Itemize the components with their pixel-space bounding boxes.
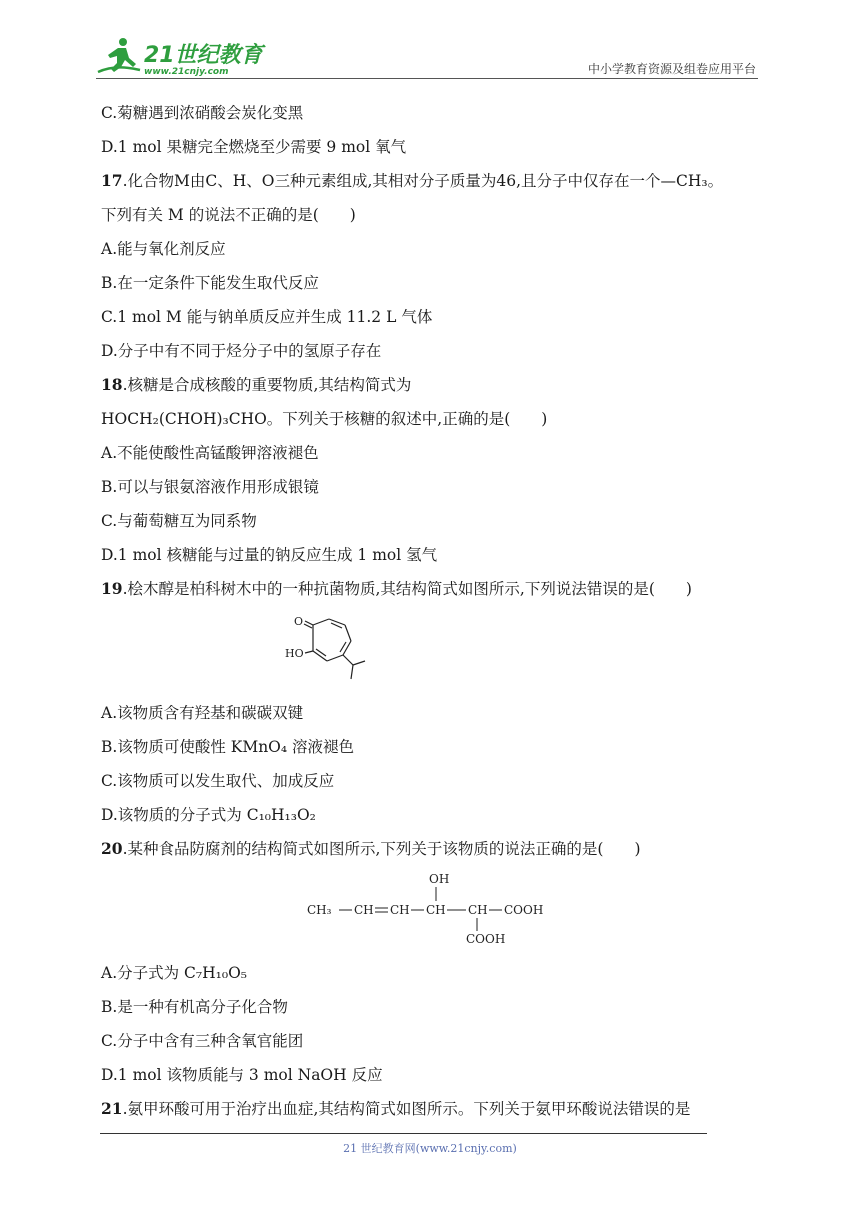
text-line: [101, 736, 354, 758]
fig2-cooh-bottom: COOH: [466, 932, 506, 946]
line-text: B.可以与银氨溶液作用形成银镜: [101, 478, 319, 496]
text-line: [101, 408, 547, 430]
text-line: [101, 306, 432, 328]
logo-text: 21世纪教育: [144, 43, 263, 68]
text-line: [101, 476, 319, 498]
question-number: 18: [101, 375, 123, 394]
question-17-stem: [101, 170, 723, 192]
fig1-ho: HO: [285, 647, 304, 660]
text-line: [101, 102, 303, 124]
runner-icon: [98, 38, 140, 72]
text-line: [101, 770, 334, 792]
text-line: [101, 702, 303, 724]
fig2-ch3: CH₃: [307, 903, 332, 917]
line-text: C.分子中含有三种含氧官能团: [101, 1032, 304, 1050]
fig1-o: O: [294, 615, 304, 628]
line-text: A.该物质含有羟基和碳碳双键: [101, 704, 304, 722]
line-text: A.分子式为 C₇H₁₀O₅: [101, 964, 247, 982]
text-line: [101, 136, 406, 158]
line-text: C.该物质可以发生取代、加成反应: [101, 772, 335, 790]
text-line: [101, 996, 288, 1018]
question-20-stem: [101, 838, 641, 860]
text-line: [101, 510, 257, 532]
preservative-structure: [305, 870, 560, 948]
line-text: D.1 mol 该物质能与 3 mol NaOH 反应: [101, 1066, 383, 1084]
line-text: B.该物质可使酸性 KMnO₄ 溶液褪色: [101, 738, 355, 756]
fig2-oh: OH: [429, 872, 450, 886]
fig2-cooh-right: COOH: [504, 903, 544, 917]
logo-url: www.21cnjy.com: [144, 67, 229, 77]
line-text: B.是一种有机高分子化合物: [101, 998, 288, 1016]
question-21-stem: [101, 1098, 690, 1120]
line-text: .核糖是合成核酸的重要物质,其结构简式为: [122, 376, 412, 394]
line-text: HOCH₂(CHOH)₃CHO。下列关于核糖的叙述中,正确的是( ): [101, 410, 548, 428]
question-number: 21: [101, 1099, 123, 1118]
text-line: [101, 204, 356, 226]
text-line: [101, 962, 247, 984]
footer-divider: [100, 1133, 707, 1134]
question-number: 17: [101, 171, 123, 190]
line-text: .桧木醇是柏科树木中的一种抗菌物质,其结构简式如图所示,下列说法错误的是( ): [122, 580, 692, 598]
line-text: .氨甲环酸可用于治疗出血症,其结构简式如图所示。下列关于氨甲环酸说法错误的是: [122, 1100, 691, 1118]
line-text: D.1 mol 果糖完全燃烧至少需要 9 mol 氧气: [101, 138, 407, 156]
line-text: C.与葡萄糖互为同系物: [101, 512, 257, 530]
fig2-ch-3: CH: [426, 903, 446, 917]
question-19-stem: [101, 578, 692, 600]
fig2-ch-4: CH: [468, 903, 488, 917]
text-line: [101, 272, 319, 294]
header-divider: [96, 78, 758, 79]
text-line: [101, 1064, 383, 1086]
question-number: 19: [101, 579, 123, 598]
platform-title: 中小学教育资源及组卷应用平台: [587, 62, 756, 76]
question-18-stem: [101, 374, 411, 396]
line-text: .某种食品防腐剂的结构简式如图所示,下列关于该物质的说法正确的是( ): [122, 840, 641, 858]
line-text: C.菊糖遇到浓硝酸会炭化变黑: [101, 104, 304, 122]
line-text: .化合物M由C、H、O三种元素组成,其相对分子质量为46,且分子中仅存在一个—CH₃。: [122, 172, 724, 190]
line-text: C.1 mol M 能与钠单质反应并生成 11.2 L 气体: [101, 308, 433, 326]
line-text: 下列有关 M 的说法不正确的是( ): [101, 206, 356, 224]
line-text: D.分子中有不同于烃分子中的氢原子存在: [101, 342, 382, 360]
line-text: D.1 mol 核糖能与过量的钠反应生成 1 mol 氢气: [101, 546, 438, 564]
line-text: A.能与氧化剂反应: [101, 240, 226, 258]
text-line: [101, 442, 319, 464]
text-line: [101, 238, 226, 260]
hinokitiol-structure: [283, 615, 383, 687]
fig2-ch-2: CH: [390, 903, 410, 917]
text-line: [101, 340, 381, 362]
text-line: [101, 544, 437, 566]
text-line: [101, 1030, 303, 1052]
line-text: A.不能使酸性高锰酸钾溶液褪色: [101, 444, 319, 462]
site-logo: [96, 34, 266, 78]
fig2-ch-1: CH: [354, 903, 374, 917]
line-text: B.在一定条件下能发生取代反应: [101, 274, 319, 292]
question-number: 20: [101, 839, 123, 858]
line-text: D.该物质的分子式为 C₁₀H₁₃O₂: [101, 806, 316, 824]
footer-text: 21 世纪教育网(www.21cnjy.com): [343, 1142, 517, 1155]
text-line: [101, 804, 316, 826]
